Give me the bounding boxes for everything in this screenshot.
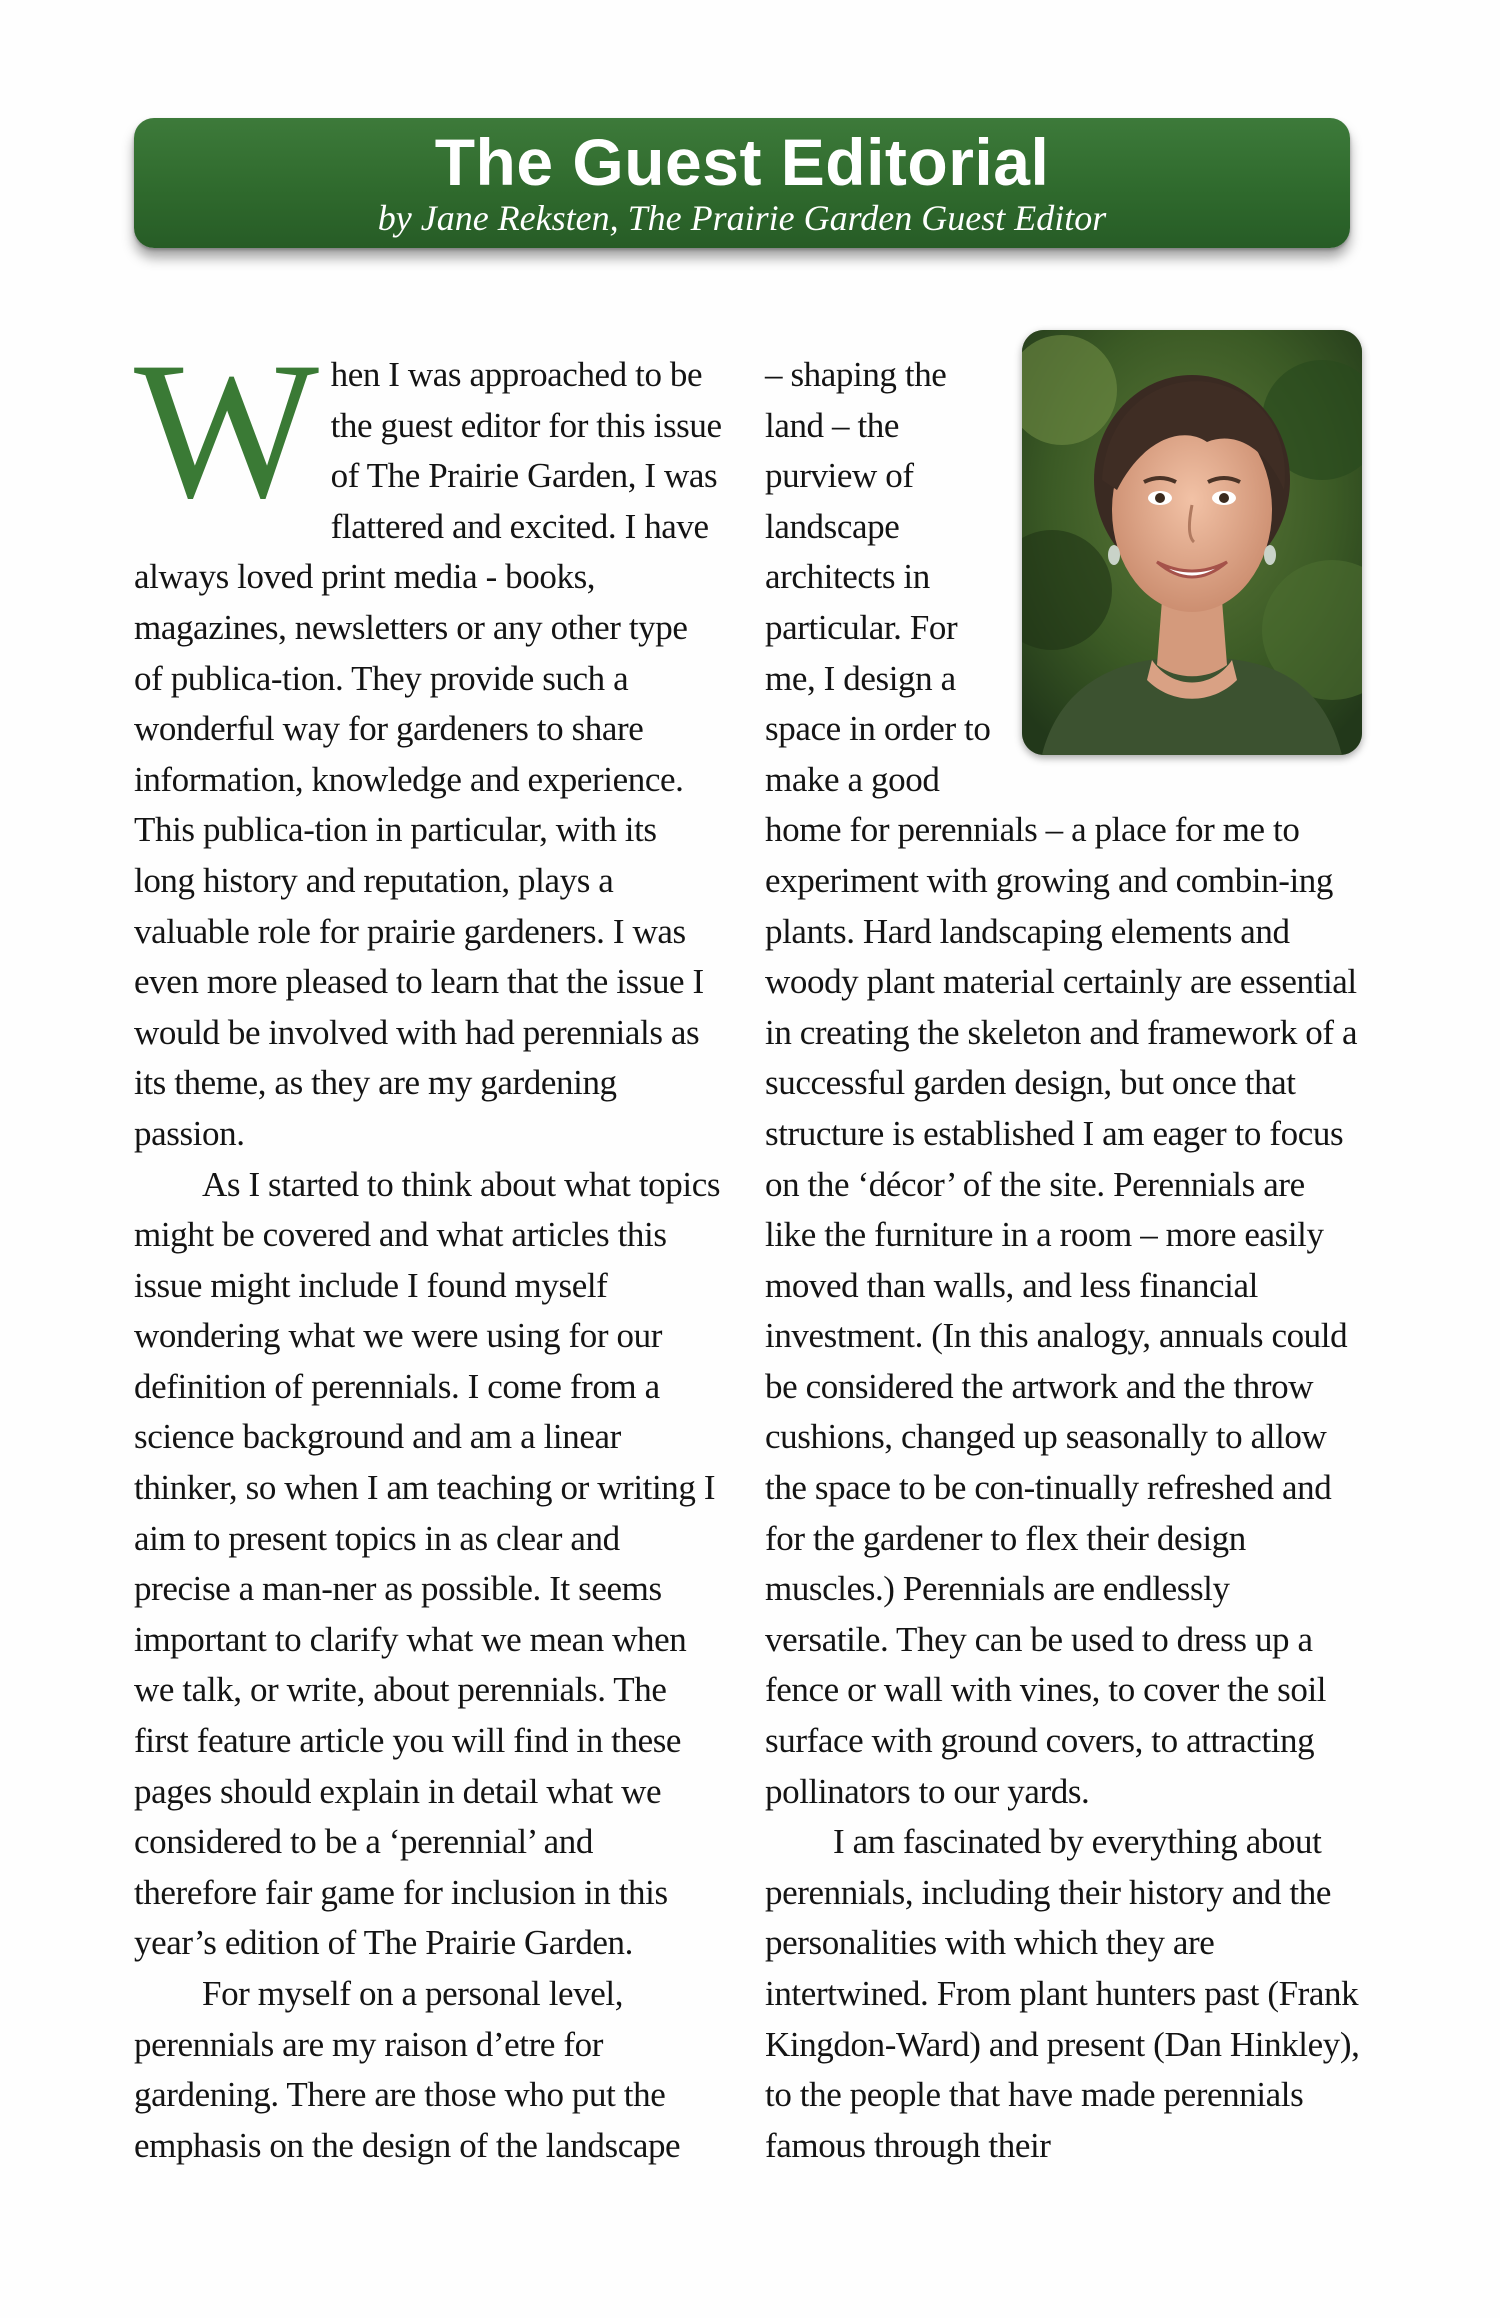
article-column-right — [765, 350, 1360, 2171]
paragraph-1 — [134, 322, 724, 1160]
editorial-header-banner — [134, 118, 1350, 248]
paragraph-1-text: hen I was approached to be the guest editor for this issue of The Prairie Garden, I was flattered and excited. I have always loved print media - books, magazines, newsletters or any other type of publica-tion. They provide such a wonderful way for gardeners to share information, knowledge and experience. This publica-tion in particular, with its long history and reputation, plays a valuable role for prairie gardeners. I was even more pleased to learn that the issue I would be involved with had perennials as its theme, as they are my gardening passion. — [134, 355, 722, 1153]
paragraph-3: For myself on a personal level, perennials are my raison d’etre for gardening. There are those who put the emphasis on the design of the landscape — [134, 1974, 681, 2165]
paragraph-4: – shaping the land – the purview of landscape architects in particular. For me, I design a space in order to make a good home for perennials – a place for me to experiment with growing and combin-ing plants. Hard landscaping elements and woody plant material certainly are essential in creating the skeleton and framework of a successful garden design, but once that structure is established I am eager to focus on the ‘décor’ of the site. Perennials are like the furniture in a room – more easily moved than walls, and less financial investment. (In this analogy, annuals could be considered the artwork and the throw cushions, changed up seasonally to allow the space to be con-tinually refreshed and for the gardener to flex their design muscles.) Perennials are endlessly versatile. They can be used to dress up a fence or wall with vines, to cover the soil surface with ground covers, to attracting pollinators to our yards. — [765, 355, 1358, 1811]
portrait-illustration — [1022, 330, 1362, 755]
paragraph-5: I am fascinated by everything about perennials, including their history and the personalities with which they are intertwined. From plant hunters past (Frank Kingdon-Ward) and present (Dan Hinkley), to the people that have made perennials famous through their — [765, 1822, 1360, 2165]
article-column-left — [134, 322, 724, 2171]
paragraph-2: As I started to think about what topics might be covered and what articles this issue might include I found myself wondering what we were using for our definition of perennials. I come from a science background and am a linear thinker, so when I am teaching or writing I aim to present topics in as clear and precise a man-ner as possible. It seems important to clarify what we mean when we talk, or write, about perennials. The first feature article you will find in these pages should explain in detail what we considered to be a ‘perennial’ and therefore fair game for inclusion in this year’s edition of The Prairie Garden. — [134, 1164, 721, 1963]
author-portrait-photo — [1022, 330, 1362, 755]
byline: by Jane Reksten, The Prairie Garden Guest Editor — [377, 198, 1107, 238]
page-title: The Guest Editorial — [434, 125, 1050, 199]
drop-cap: W — [134, 322, 319, 539]
